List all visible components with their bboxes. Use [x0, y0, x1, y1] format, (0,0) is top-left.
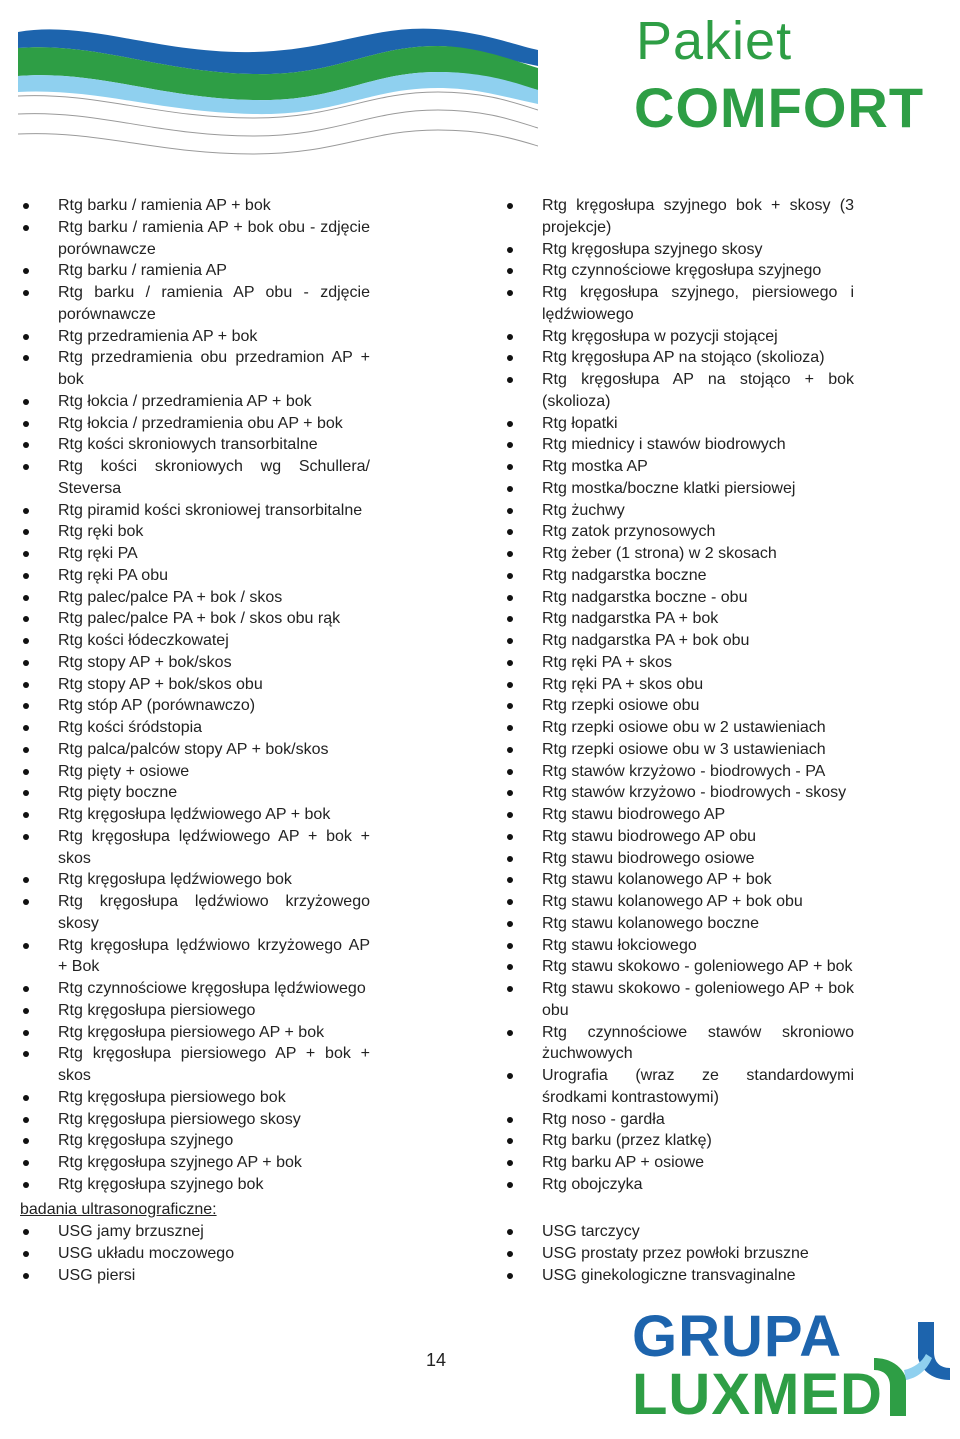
- logo-text-line2: LUXMED: [632, 1362, 883, 1427]
- list-item: Rtg kręgosłupa szyjnego, piersiowego i lędźwiowego: [504, 282, 854, 326]
- list-item: USG prostaty przez powłoki brzuszne: [504, 1243, 854, 1265]
- list-item: Rtg mostka/boczne klatki piersiowej: [504, 478, 854, 500]
- brand-title-line2: COMFORT: [634, 76, 925, 139]
- list-item: Rtg stopy AP + bok/skos obu: [20, 674, 370, 696]
- list-item: Rtg palec/palce PA + bok / skos: [20, 587, 370, 609]
- list-item: USG układu moczowego: [20, 1243, 370, 1265]
- list-item: Rtg stawu kolanowego AP + bok: [504, 869, 854, 891]
- list-item: Rtg barku / ramienia AP + bok obu - zdjęcie porównawcze: [20, 217, 370, 261]
- list-item: Rtg kręgosłupa w pozycji stojącej: [504, 326, 854, 348]
- brand-title-line1: Pakiet: [636, 11, 793, 71]
- list-item: Rtg barku / ramienia AP + bok: [20, 195, 370, 217]
- usg-list-left: [20, 1221, 370, 1286]
- list-item: Rtg kości śródstopia: [20, 717, 370, 739]
- list-item: Rtg łopatki: [504, 413, 854, 435]
- list-item: Rtg barku AP + osiowe: [504, 1152, 854, 1174]
- list-item: Rtg nadgarstka boczne: [504, 565, 854, 587]
- list-item: Rtg czynnościowe stawów skroniowo żuchwowych: [504, 1022, 854, 1066]
- list-item: Rtg przedramienia AP + bok: [20, 326, 370, 348]
- list-item: Rtg kręgosłupa lędźwiowego AP + bok: [20, 804, 370, 826]
- list-item: Rtg ręki PA + skos obu: [504, 674, 854, 696]
- list-item: Rtg kręgosłupa lędźwiowo krzyżowego skosy: [20, 891, 370, 935]
- list-item: Rtg miednicy i stawów biodrowych: [504, 434, 854, 456]
- list-item: Rtg barku (przez klatkę): [504, 1130, 854, 1152]
- list-item: Rtg kości skroniowych wg Schullera/ Steversa: [20, 456, 370, 500]
- list-item: Rtg kręgosłupa AP na stojąco (skolioza): [504, 347, 854, 369]
- list-item: Rtg stóp AP (porównawczo): [20, 695, 370, 717]
- list-item: Rtg ręki PA: [20, 543, 370, 565]
- list-item: Rtg czynnościowe kręgosłupa lędźwiowego: [20, 978, 370, 1000]
- list-item: Rtg kręgosłupa szyjnego bok: [20, 1174, 370, 1196]
- list-item: Rtg stopy AP + bok/skos: [20, 652, 370, 674]
- list-item: Rtg przedramienia obu przedramion AP + bok: [20, 347, 370, 391]
- list-item: Rtg stawu skokowo - goleniowego AP + bok obu: [504, 978, 854, 1022]
- list-item: Rtg kości łódeczkowatej: [20, 630, 370, 652]
- list-item: Rtg stawu skokowo - goleniowego AP + bok: [504, 956, 854, 978]
- list-item: Rtg kręgosłupa piersiowego AP + bok + skos: [20, 1043, 370, 1087]
- list-item: Rtg ręki PA obu: [20, 565, 370, 587]
- list-item: Rtg kręgosłupa piersiowego skosy: [20, 1109, 370, 1131]
- header-wave-graphic: [18, 18, 538, 163]
- list-item: Rtg kręgosłupa piersiowego: [20, 1000, 370, 1022]
- list-item: Rtg ręki PA + skos: [504, 652, 854, 674]
- list-item: Rtg kręgosłupa lędźwiowego bok: [20, 869, 370, 891]
- list-item: Rtg kręgosłupa piersiowego AP + bok: [20, 1022, 370, 1044]
- list-item: Rtg rzepki osiowe obu w 2 ustawieniach: [504, 717, 854, 739]
- list-item: Rtg łokcia / przedramienia obu AP + bok: [20, 413, 370, 435]
- list-item: Rtg nadgarstka PA + bok obu: [504, 630, 854, 652]
- list-item: Rtg łokcia / przedramienia AP + bok: [20, 391, 370, 413]
- list-item: Rtg stawu biodrowego osiowe: [504, 848, 854, 870]
- list-item: Rtg kręgosłupa piersiowego bok: [20, 1087, 370, 1109]
- list-item: Rtg noso - gardła: [504, 1109, 854, 1131]
- logo-text-line1: GRUPA: [632, 1304, 843, 1369]
- list-item: Rtg mostka AP: [504, 456, 854, 478]
- usg-list-right: [504, 1221, 854, 1286]
- list-item: Rtg ręki bok: [20, 521, 370, 543]
- list-item: Rtg kręgosłupa szyjnego skosy: [504, 239, 854, 261]
- list-item: Rtg żuchwy: [504, 500, 854, 522]
- usg-section-heading: badania ultrasonograficzne:: [20, 1201, 217, 1218]
- xray-list-left: [20, 195, 370, 1196]
- list-item: Rtg kręgosłupa szyjnego bok + skosy (3 projekcje): [504, 195, 854, 239]
- luxmed-cross-icon: [874, 1318, 950, 1418]
- list-item: Rtg pięty boczne: [20, 782, 370, 804]
- list-item: Rtg czynnościowe kręgosłupa szyjnego: [504, 260, 854, 282]
- list-item: Rtg kręgosłupa lędźwiowego AP + bok + skos: [20, 826, 370, 870]
- list-item: Rtg kręgosłupa szyjnego: [20, 1130, 370, 1152]
- list-item: Rtg piramid kości skroniowej transorbitalne: [20, 500, 370, 522]
- list-item: Rtg palca/palców stopy AP + bok/skos: [20, 739, 370, 761]
- list-item: Rtg kości skroniowych transorbitalne: [20, 434, 370, 456]
- list-item: Urografia (wraz ze standardowymi środkami kontrastowymi): [504, 1065, 854, 1109]
- list-item: Rtg rzepki osiowe obu: [504, 695, 854, 717]
- list-item: USG jamy brzusznej: [20, 1221, 370, 1243]
- list-item: USG piersi: [20, 1265, 370, 1287]
- xray-list-right: [504, 195, 854, 1196]
- list-item: Rtg pięty + osiowe: [20, 761, 370, 783]
- list-item: Rtg stawów krzyżowo - biodrowych - skosy: [504, 782, 854, 804]
- list-item: Rtg nadgarstka boczne - obu: [504, 587, 854, 609]
- page-number: 14: [426, 1350, 447, 1370]
- list-item: Rtg stawu biodrowego AP obu: [504, 826, 854, 848]
- list-item: Rtg nadgarstka PA + bok: [504, 608, 854, 630]
- list-item: USG ginekologiczne transvaginalne: [504, 1265, 854, 1287]
- list-item: Rtg żeber (1 strona) w 2 skosach: [504, 543, 854, 565]
- list-item: Rtg kręgosłupa szyjnego AP + bok: [20, 1152, 370, 1174]
- list-item: Rtg zatok przynosowych: [504, 521, 854, 543]
- list-item: Rtg rzepki osiowe obu w 3 ustawieniach: [504, 739, 854, 761]
- list-item: Rtg obojczyka: [504, 1174, 854, 1196]
- list-item: Rtg stawu kolanowego boczne: [504, 913, 854, 935]
- list-item: USG tarczycy: [504, 1221, 854, 1243]
- list-item: Rtg barku / ramienia AP: [20, 260, 370, 282]
- list-item: Rtg kręgosłupa lędźwiowo krzyżowego AP + Bok: [20, 935, 370, 979]
- list-item: Rtg stawu biodrowego AP: [504, 804, 854, 826]
- list-item: Rtg stawów krzyżowo - biodrowych - PA: [504, 761, 854, 783]
- list-item: Rtg stawu łokciowego: [504, 935, 854, 957]
- list-item: Rtg stawu kolanowego AP + bok obu: [504, 891, 854, 913]
- list-item: Rtg palec/palce PA + bok / skos obu rąk: [20, 608, 370, 630]
- list-item: Rtg kręgosłupa AP na stojąco + bok (skolioza): [504, 369, 854, 413]
- list-item: Rtg barku / ramienia AP obu - zdjęcie porównawcze: [20, 282, 370, 326]
